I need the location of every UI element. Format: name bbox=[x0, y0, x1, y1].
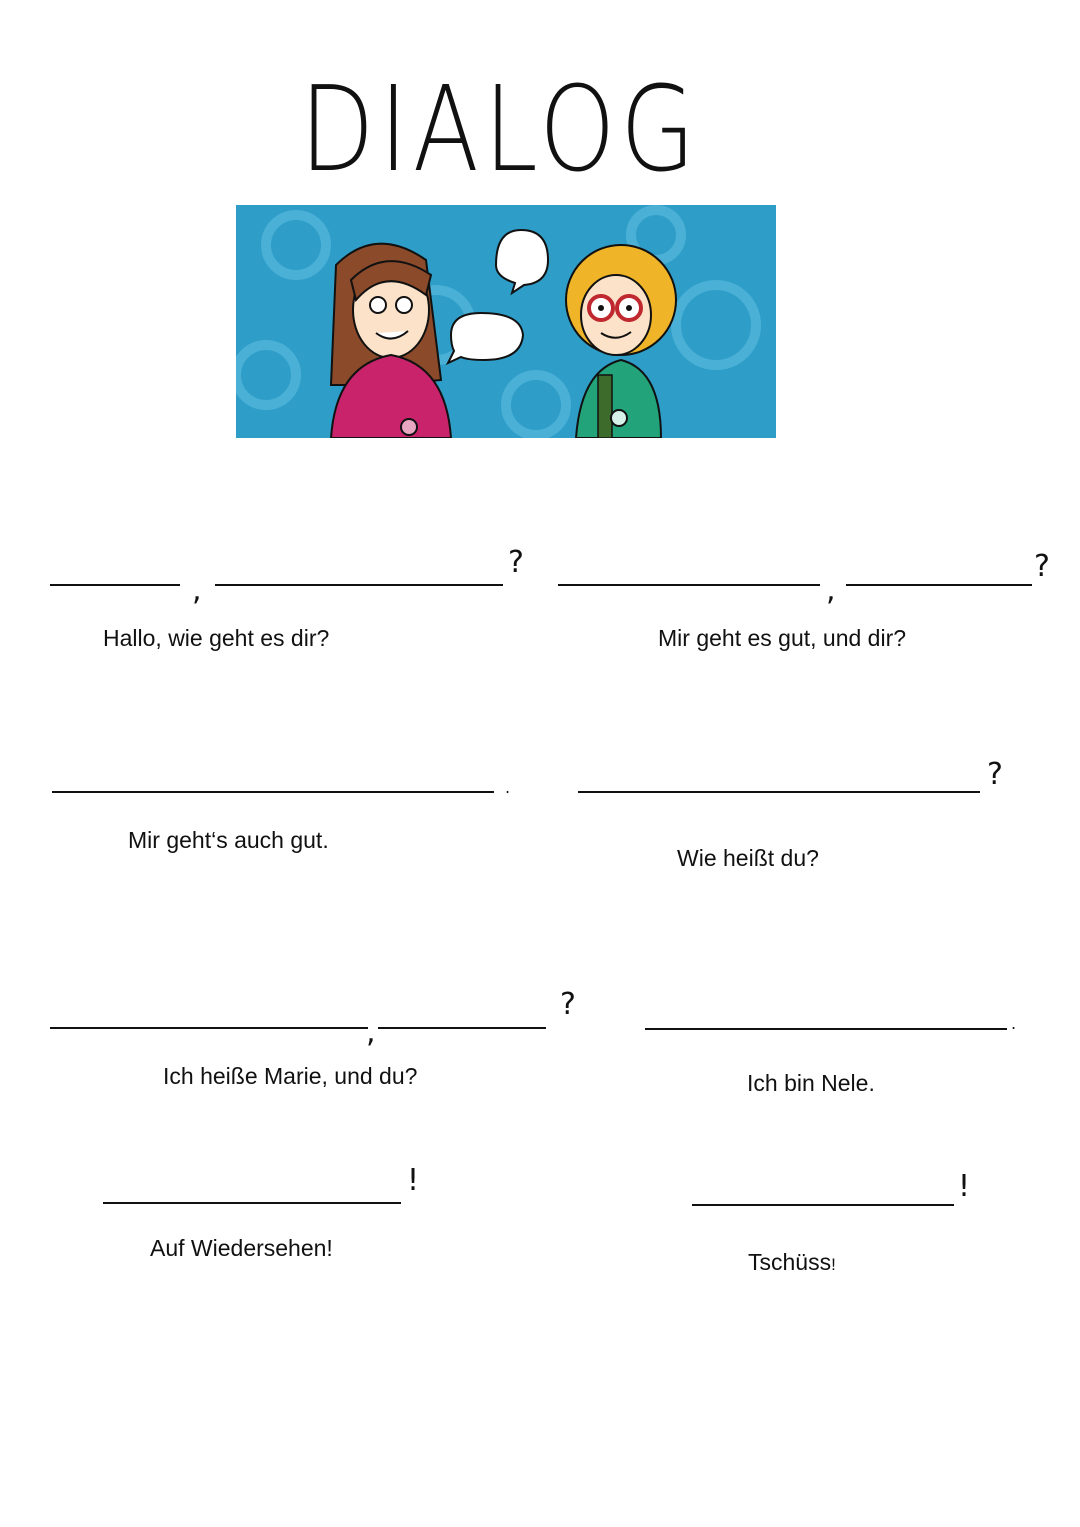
comma-mark: , bbox=[192, 573, 202, 608]
answer-line[interactable] bbox=[846, 584, 1032, 586]
exclamation-mark: ! bbox=[958, 1169, 971, 1204]
sentence-hint: Auf Wiedersehen! bbox=[150, 1235, 333, 1261]
exclamation-suffix: ! bbox=[831, 1255, 836, 1274]
comma-mark: , bbox=[826, 573, 836, 608]
sentence-hint: Ich bin Nele. bbox=[747, 1070, 875, 1096]
exclamation-mark: ! bbox=[407, 1163, 420, 1198]
answer-line[interactable] bbox=[378, 1027, 546, 1029]
sentence-hint: Hallo, wie geht es dir? bbox=[103, 625, 330, 651]
period-mark: . bbox=[1011, 1014, 1017, 1033]
period-mark: . bbox=[505, 778, 511, 797]
sentence-hint: Mir geht‘s auch gut. bbox=[128, 827, 329, 853]
answer-line[interactable] bbox=[52, 791, 494, 793]
answer-line[interactable] bbox=[103, 1202, 401, 1204]
page-title: DIALOG bbox=[299, 60, 701, 198]
sentence-hint bbox=[748, 1249, 836, 1276]
sentence-text: Tschüss bbox=[748, 1249, 832, 1275]
answer-line[interactable] bbox=[50, 1027, 368, 1029]
sentence-hint: Ich heiße Marie, und du? bbox=[163, 1063, 418, 1089]
question-mark: ? bbox=[1034, 549, 1050, 584]
sentence-hint: Mir geht es gut, und dir? bbox=[658, 625, 907, 651]
answer-line[interactable] bbox=[645, 1028, 1007, 1030]
comma-mark: , bbox=[366, 1015, 376, 1050]
answer-line[interactable] bbox=[558, 584, 820, 586]
answer-line[interactable] bbox=[215, 584, 503, 586]
question-mark: ? bbox=[987, 757, 1003, 792]
answer-line[interactable] bbox=[692, 1204, 954, 1206]
question-mark: ? bbox=[508, 545, 524, 580]
sentence-hint: Wie heißt du? bbox=[677, 845, 819, 871]
answer-line[interactable] bbox=[50, 584, 180, 586]
two-people-talking-illustration bbox=[236, 205, 776, 438]
question-mark: ? bbox=[560, 987, 576, 1022]
answer-line[interactable] bbox=[578, 791, 980, 793]
